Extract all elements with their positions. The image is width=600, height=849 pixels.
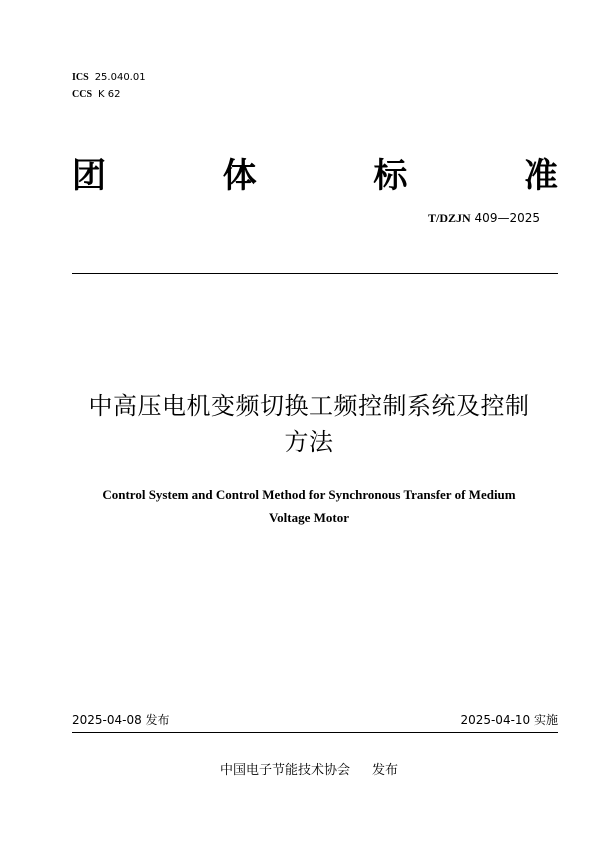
standard-type-char: 准 xyxy=(523,156,558,196)
standard-number-prefix: T/DZJN xyxy=(428,211,471,225)
implementation-date: 2025-04-10 实施 xyxy=(460,713,558,727)
ccs-code xyxy=(72,89,120,101)
standard-type-char: 体 xyxy=(222,156,257,196)
publisher-action: 发布 xyxy=(372,763,399,778)
english-title-line: Voltage Motor xyxy=(268,510,350,525)
english-title xyxy=(60,483,558,529)
standard-type-char: 标 xyxy=(373,156,408,196)
ccs-value: K 62 xyxy=(98,89,121,100)
standard-number xyxy=(428,210,540,226)
ccs-label: CCS xyxy=(72,89,93,100)
ics-value: 25.040.01 xyxy=(94,72,146,83)
standard-number-value: 409—2025 xyxy=(474,211,540,225)
top-divider xyxy=(72,273,558,274)
issue-date: 2025-04-08 发布 xyxy=(72,713,170,727)
chinese-title-line: 方法 xyxy=(284,428,334,456)
standard-type-heading xyxy=(72,156,558,196)
publisher-line xyxy=(60,762,558,780)
chinese-title-line: 中高压电机变频切换工频控制系统及控制 xyxy=(88,392,530,420)
ics-label: ICS xyxy=(72,72,89,83)
bottom-divider xyxy=(72,732,558,733)
publisher-name: 中国电子节能技术协会 xyxy=(219,763,350,778)
ics-code xyxy=(72,72,146,84)
chinese-title xyxy=(60,388,558,460)
english-title-line: Control System and Control Method for Synchronous Transfer of Medium xyxy=(102,487,516,502)
standard-type-char: 团 xyxy=(72,156,106,196)
